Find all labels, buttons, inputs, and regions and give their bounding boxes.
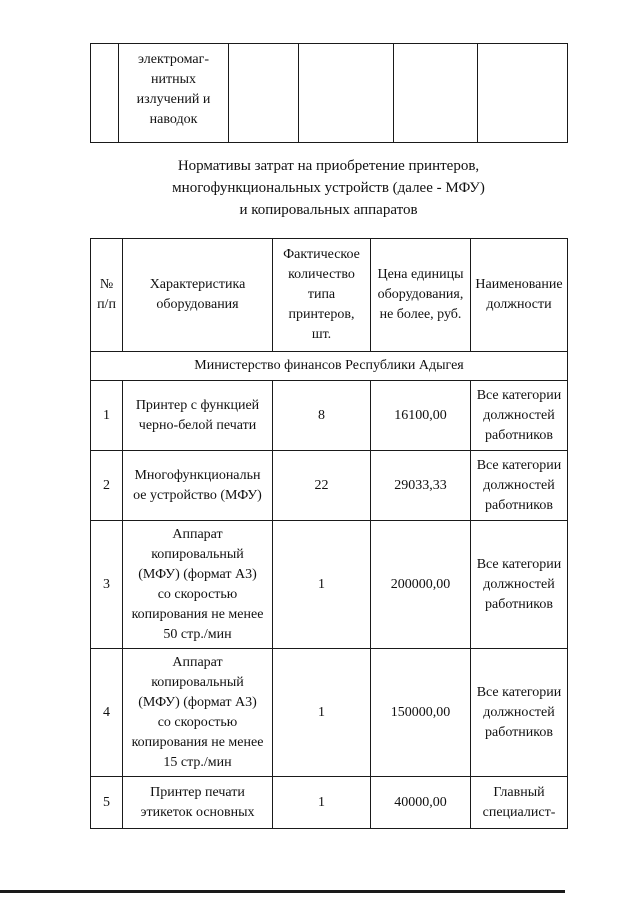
cell-position: Главный специалист- <box>471 777 568 829</box>
cell-quantity: 8 <box>273 381 371 451</box>
cell-num <box>91 44 119 143</box>
table-row <box>91 44 568 143</box>
cell-num: 5 <box>91 777 123 829</box>
cell-num: 3 <box>91 521 123 649</box>
cell-num: 1 <box>91 381 123 451</box>
equipment-norms-table <box>90 238 568 829</box>
organization-row <box>91 352 568 381</box>
table-row <box>91 381 568 451</box>
cell-characteristic: Аппарат копировальный (МФУ) (формат А3) со скоростью копирования не менее 15 стр./мин <box>123 649 273 777</box>
table-row <box>91 451 568 521</box>
cell-quantity: 1 <box>273 521 371 649</box>
cell-empty <box>229 44 299 143</box>
header-position: Наименование должности <box>471 239 568 352</box>
table-row <box>91 649 568 777</box>
cell-quantity: 22 <box>273 451 371 521</box>
cell-characteristic: электромаг- нитных излучений и наводок <box>119 44 229 143</box>
cell-characteristic: Аппарат копировальный (МФУ) (формат А3) со скоростью копирования не менее 50 стр./мин <box>123 521 273 649</box>
title-line: и копировальных аппаратов <box>239 202 418 218</box>
cell-position: Все категории должностей работников <box>471 451 568 521</box>
table-row <box>91 777 568 829</box>
cell-price: 200000,00 <box>371 521 471 649</box>
organization-name: Министерство финансов Республики Адыгея <box>91 352 568 381</box>
header-price: Цена единицы оборудования, не более, руб. <box>371 239 471 352</box>
page-bottom-rule <box>0 890 565 893</box>
cell-num: 2 <box>91 451 123 521</box>
cell-price: 150000,00 <box>371 649 471 777</box>
cell-characteristic: Принтер печати этикеток основных <box>123 777 273 829</box>
cell-empty <box>299 44 394 143</box>
cell-quantity: 1 <box>273 649 371 777</box>
continuation-table <box>90 43 568 143</box>
header-row <box>91 239 568 352</box>
cell-quantity: 1 <box>273 777 371 829</box>
cell-price: 16100,00 <box>371 381 471 451</box>
table-row <box>91 521 568 649</box>
title-line: многофункциональных устройств (далее - МФУ) <box>172 180 485 196</box>
cell-empty <box>394 44 478 143</box>
cell-price: 29033,33 <box>371 451 471 521</box>
cell-characteristic: Многофункциональн ое устройство (МФУ) <box>123 451 273 521</box>
title-line: Нормативы затрат на приобретение принтеров, <box>177 158 480 174</box>
cell-characteristic: Принтер с функцией черно-белой печати <box>123 381 273 451</box>
cell-empty <box>478 44 568 143</box>
cell-price: 40000,00 <box>371 777 471 829</box>
cell-position: Все категории должностей работников <box>471 521 568 649</box>
cell-num: 4 <box>91 649 123 777</box>
header-quantity: Фактическое количество типа принтеров, шт. <box>273 239 371 352</box>
header-num: № п/п <box>91 239 123 352</box>
header-characteristic: Характеристика оборудования <box>123 239 273 352</box>
cell-position: Все категории должностей работников <box>471 649 568 777</box>
cell-position: Все категории должностей работников <box>471 381 568 451</box>
section-title <box>90 155 567 221</box>
